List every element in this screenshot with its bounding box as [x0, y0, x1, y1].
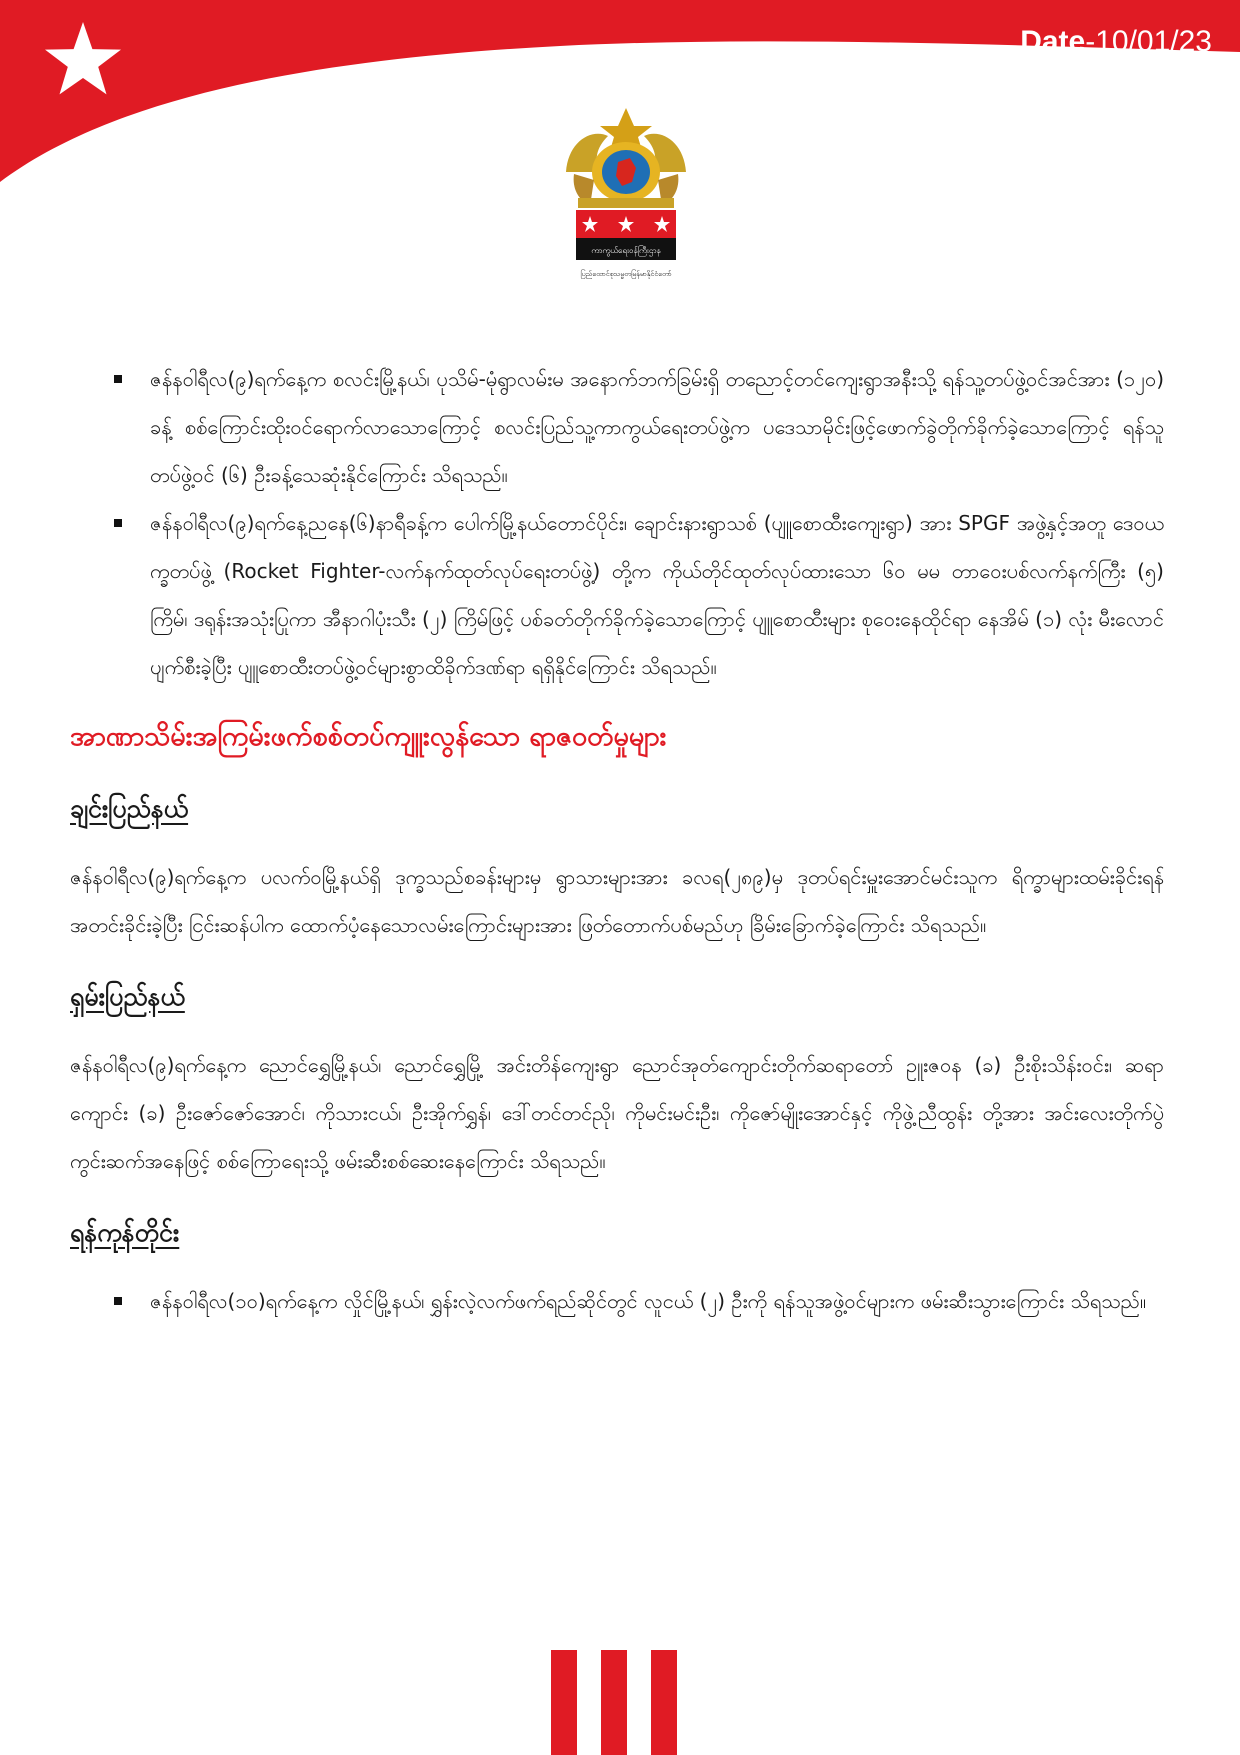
region-chin	[70, 787, 1164, 949]
region-heading: ချင်းပြည်နယ်	[70, 794, 189, 823]
region-shan	[70, 975, 1164, 1185]
list-item: ဇန်နဝါရီလ(၁၀)ရက်နေ့က လှိုင်မြို့နယ်၊ ရွှန်းလဲ့လက်ဖက်ရည်ဆိုင်တွင် လူငယ် (၂) ဦးကို ရန်သူအဖွဲ့ဝင်များက ဖမ်းဆီးသွားကြောင်း သိရသည်။	[70, 1277, 1164, 1325]
region-paragraph: ဇန်နဝါရီလ(၉)ရက်နေ့က ညောင်ရွှေမြို့နယ်၊ ညောင်ရွှေမြို့ အင်းတိန်ကျေးရွာ ညောင်အုတ်ကျောင်းတိုက်ဆရာတော် ဥူးဇဝန (ခ) ဦးစိုးသိန်းဝင်း၊ ဆရာကျောင်း (ခ) ဦးဇော်ဇော်အောင်၊ ကိုသားငယ်၊ ဦးအိုက်ရွှန်၊ ဒေါ်တင်တင်ညို၊ ကိုမင်းမင်းဦး၊ ကိုဇော်မျိုးအောင်နှင့် ကိုဖွဲ့ညီထွန်း တို့အား အင်းလေးတိုက်ပွဲကွင်းဆက်အနေဖြင့် စစ်ကြောရေးသို့ ဖမ်းဆီးစစ်ဆေးနေကြောင်း သိရသည်။	[70, 1053, 1164, 1173]
report-body	[70, 355, 1164, 1325]
footer-bars	[551, 1650, 677, 1755]
region-heading: ရန်ကုန်တိုင်း	[70, 1218, 180, 1247]
emblem-caption: ပြည်ထောင်စုသမ္မတမြန်မာနိုင်ငံတော်	[580, 270, 672, 278]
date-stamp	[1020, 22, 1212, 62]
list-item: ဇန်နဝါရီလ(၉)ရက်နေ့ညနေ(၆)နာရီခန့်က ပေါက်မြို့နယ်တောင်ပိုင်း၊ ချောင်းနားရွာသစ် (ပျူစောထီးကျေးရွာ) အား SPGF အဖွဲ့နှင့်အတူ ဒေဝယက္ခတပ်ဖွဲ့ (Rocket Fighter-လက်နက်ထုတ်လုပ်ရေးတပ်ဖွဲ့) တို့က ကိုယ်တိုင်ထုတ်လုပ်ထားသော ၆၀ မမ တာဝေးပစ်လက်နက်ကြီး (၅) ကြိမ်၊ ဒရုန်းအသုံးပြုကာ အီနာဂါပုံးသီး (၂) ကြိမ်ဖြင့် ပစ်ခတ်တိုက်ခိုက်ခဲ့သောကြောင့် ပျူစောထီးများ စုဝေးနေထိုင်ရာ နေအိမ် (၁) လုံး မီးလောင်ပျက်စီးခဲ့ပြီး ပျူစောထီးတပ်ဖွဲ့ဝင်များစွာထိခိုက်ဒဏ်ရာ ရရှိနိုင်ကြောင်း သိရသည်။	[70, 499, 1164, 691]
list-item: ဇန်နဝါရီလ(၉)ရက်နေ့က စလင်းမြို့နယ်၊ ပုသိမ်-မုံရွာလမ်းမ အနောက်ဘက်ခြမ်းရှိ တညောင့်တင်ကျေးရွာအနီးသို့ ရန်သူ့တပ်ဖွဲ့ဝင်အင်အား (၁၂၀) ခန့် စစ်ကြောင်းထိုးဝင်ရောက်လာသောကြောင့် စလင်းပြည်သူ့ကာကွယ်ရေးတပ်ဖွဲ့က ပဒေသာမိုင်းဖြင့်ဖောက်ခွဲတိုက်ခိုက်ခဲ့သောကြောင့် ရန်သူတပ်ဖွဲ့ဝင် (၆) ဦးခန့်သေဆုံးနိုင်ကြောင်း သိရသည်။	[70, 355, 1164, 499]
region-heading: ရှမ်းပြည်နယ်	[70, 982, 185, 1011]
date-value: -10/01/23	[1085, 25, 1212, 58]
state-emblem-icon	[556, 102, 696, 282]
region-paragraph: ဇန်နဝါရီလ(၉)ရက်နေ့က ပလက်ဝမြို့နယ်ရှိ ဒုက္ခသည်စခန်းများမှ ရွာသားများအား ခလရ(၂၈၉)မှ ဒုတပ်ရင်းမှူးအောင်မင်းသူက ရိက္ခာများထမ်းခိုင်းရန် အတင်းခိုင်းခဲ့ပြီး ငြင်းဆန်ပါက ထောက်ပံ့နေသောလမ်းကြောင်းများအား ဖြတ်တောက်ပစ်မည်ဟု ခြိမ်းခြောက်ခဲ့ကြောင်း သိရသည်။	[70, 865, 1164, 937]
intro-bullet-list	[70, 355, 1164, 691]
emblem-banner-text: ကာကွယ်ရေးဝန်ကြီးဌာန	[591, 246, 661, 255]
section-title: အာဏာသိမ်းအကြမ်းဖက်စစ်တပ်ကျူးလွန်သော ရာဇဝတ်မှုများ	[70, 721, 667, 752]
region-bullet-list	[70, 1277, 1164, 1325]
region-yangon	[70, 1211, 1164, 1325]
date-label: Date	[1020, 25, 1086, 58]
